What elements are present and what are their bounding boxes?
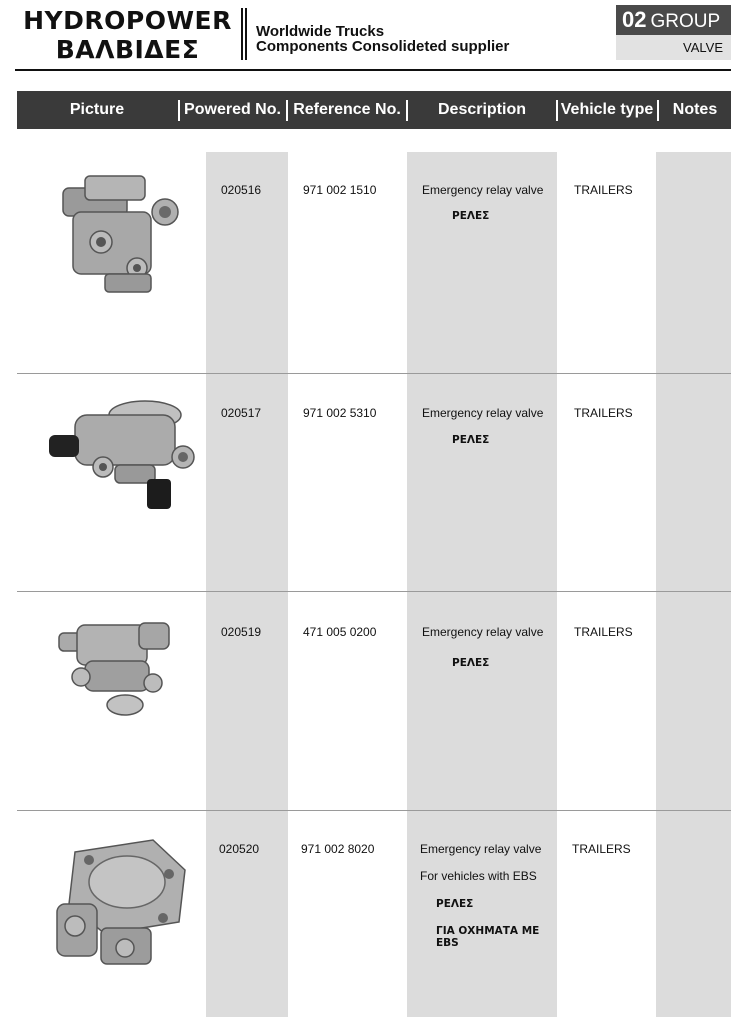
description-greek: ΡΕΛΕΣ — [436, 898, 474, 910]
powered-no-column-band — [206, 152, 288, 1017]
description-column-band — [407, 152, 557, 1017]
header-picture: Picture — [69, 101, 125, 118]
header-powered-no: Powered No. — [184, 101, 281, 118]
brand-logo — [20, 6, 235, 64]
notes-column-band — [656, 152, 731, 1017]
vehicle-type: TRAILERS — [574, 406, 633, 420]
relay-valve-icon — [45, 830, 195, 975]
tagline-line-1: Worldwide Trucks — [256, 23, 385, 40]
header-description: Description — [437, 101, 526, 118]
brand-subtitle: ΒΑΛΒΙΔΕΣ — [55, 35, 200, 64]
description-greek-extra: ΓΙΑ ΟΧΗΜΑΤΑ ΜΕ EBS — [436, 925, 540, 949]
vehicle-type: TRAILERS — [572, 842, 631, 856]
powered-no: 020520 — [219, 842, 260, 856]
reference-no: 971 002 8020 — [301, 842, 375, 856]
relay-valve-icon — [55, 170, 185, 300]
reference-no: 971 002 5310 — [303, 406, 377, 420]
table-header — [17, 91, 731, 129]
group-category: VALVE — [616, 35, 731, 60]
description-greek: ΡΕΛΕΣ — [452, 210, 490, 222]
brand-name: HYDROPOWER — [23, 6, 232, 35]
relay-valve-icon — [45, 395, 195, 515]
powered-no: 020517 — [221, 406, 262, 420]
tagline — [256, 24, 509, 54]
header-vehicle-type: Vehicle type — [560, 101, 654, 118]
description-greek: ΡΕΛΕΣ — [452, 657, 490, 669]
description: Emergency relay valve — [422, 183, 544, 197]
row-divider — [17, 591, 731, 592]
header-rule — [15, 69, 731, 71]
description-greek: ΡΕΛΕΣ — [452, 434, 490, 446]
vehicle-type: TRAILERS — [574, 625, 633, 639]
group-number: 02 — [622, 7, 647, 32]
reference-no: 971 002 1510 — [303, 183, 377, 197]
vehicle-type: TRAILERS — [574, 183, 633, 197]
description-extra: For vehicles with EBS — [420, 869, 537, 883]
description: Emergency relay valve — [420, 842, 542, 856]
tagline-line-2: Components Consolideted supplier — [256, 38, 510, 55]
reference-no: 471 005 0200 — [303, 625, 377, 639]
header-reference-no: Reference No. — [293, 101, 401, 118]
row-divider — [17, 810, 731, 811]
relay-valve-icon — [55, 615, 175, 720]
powered-no: 020519 — [221, 625, 262, 639]
group-label: GROUP — [650, 11, 721, 32]
description: Emergency relay valve — [422, 406, 544, 420]
header-notes: Notes — [672, 101, 718, 118]
group-badge — [616, 5, 731, 35]
powered-no: 020516 — [221, 183, 262, 197]
brand-divider — [241, 8, 247, 60]
row-divider — [17, 373, 731, 374]
description: Emergency relay valve — [422, 625, 544, 639]
